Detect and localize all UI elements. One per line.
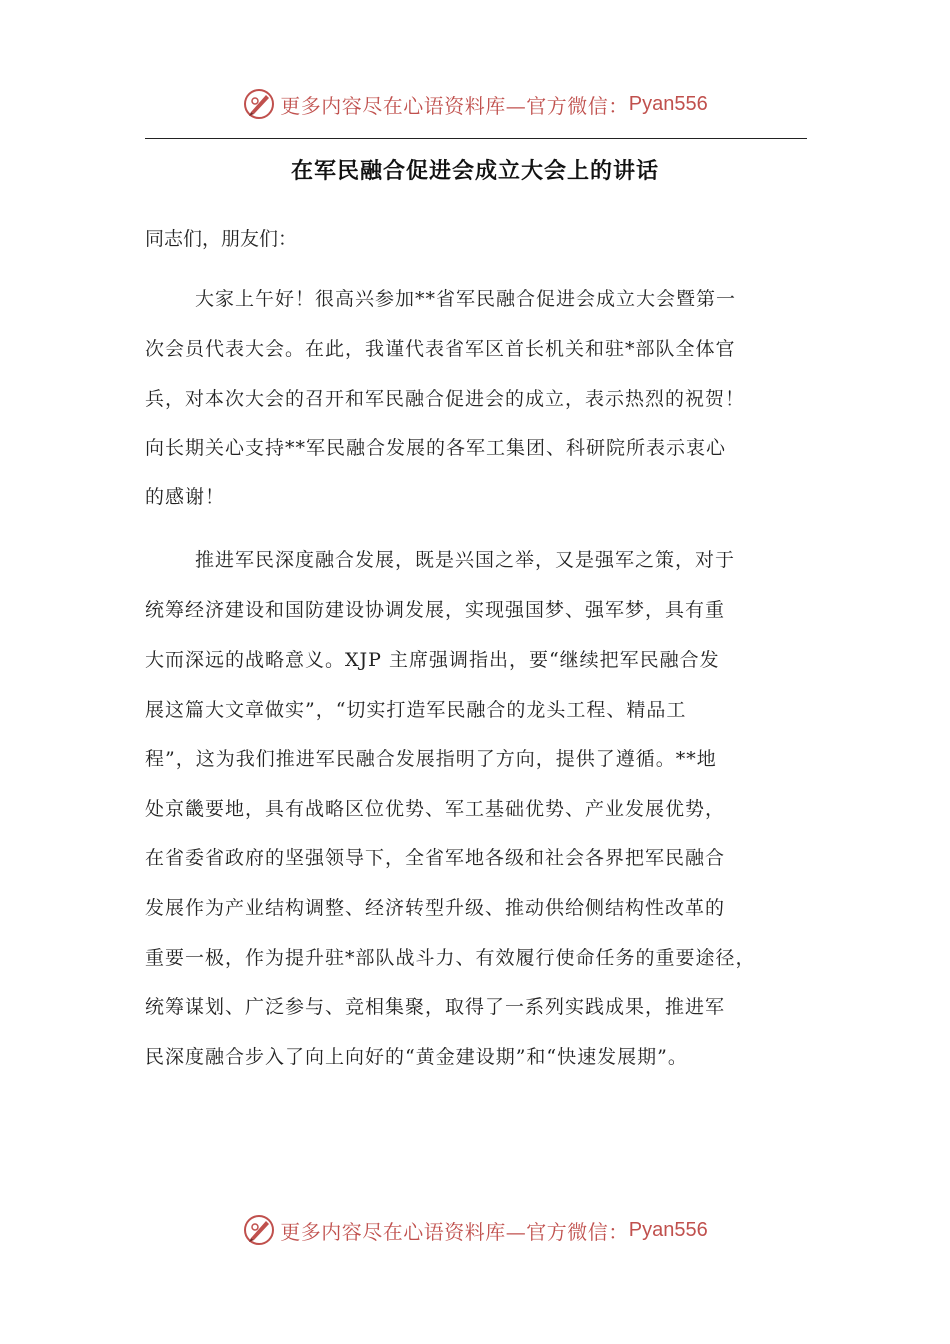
paragraph-line: 展这篇大文章做实”，“切实打造军民融合的龙头工程、精品工 bbox=[145, 699, 687, 721]
paragraph-line: 重要一极，作为提升驻*部队战斗力、有效履行使命任务的重要途径， bbox=[145, 947, 756, 969]
paragraph-line: 在省委省政府的坚强领导下，全省军地各级和社会各界把军民融合 bbox=[145, 847, 726, 869]
paragraph-line: 统筹谋划、广泛参与、竞相集聚，取得了一系列实践成果，推进军 bbox=[145, 996, 726, 1018]
document-title: 在军民融合促进会成立大会上的讲话 bbox=[290, 159, 659, 184]
banner-wechat-id: Pyan556 bbox=[628, 1218, 708, 1241]
paragraph-line: 推进军民深度融合发展，既是兴国之举，又是强军之策，对于 bbox=[195, 549, 736, 571]
pen-logo-icon bbox=[242, 87, 276, 121]
banner-wechat-id: Pyan556 bbox=[628, 92, 708, 115]
paragraph-line: 的感谢！ bbox=[145, 486, 226, 508]
paragraph-line: 民深度融合步入了向上向好的“黄金建设期”和“快速发展期”。 bbox=[145, 1046, 688, 1068]
paragraph-line: 向长期关心支持**军民融合发展的各军工集团、科研院所表示衷心 bbox=[145, 437, 727, 459]
paragraph-line: 程”，这为我们推进军民融合发展指明了方向，提供了遵循。**地 bbox=[145, 748, 717, 770]
banner-text: 更多内容尽在心语资料库—官方微信： bbox=[280, 1219, 629, 1244]
pen-logo-icon bbox=[242, 1213, 276, 1247]
header-watermark-banner bbox=[0, 84, 950, 124]
header-divider bbox=[145, 138, 807, 139]
paragraph-line: 大家上午好！很高兴参加**省军民融合促进会成立大会暨第一 bbox=[195, 288, 737, 310]
paragraph-line: 兵，对本次大会的召开和军民融合促进会的成立，表示热烈的祝贺！ bbox=[145, 388, 746, 410]
paragraph-line: 大而深远的战略意义。XJP 主席强调指出，要“继续把军民融合发 bbox=[145, 649, 720, 671]
paragraph-line: 次会员代表大会。在此，我谨代表省军区首长机关和驻*部队全体官 bbox=[145, 338, 736, 360]
banner-text: 更多内容尽在心语资料库—官方微信： bbox=[280, 93, 629, 118]
paragraph-line: 发展作为产业结构调整、经济转型升级、推动供给侧结构性改革的 bbox=[145, 897, 726, 919]
paragraph-line: 统筹经济建设和国防建设协调发展，实现强国梦、强军梦，具有重 bbox=[145, 599, 726, 621]
footer-watermark-banner bbox=[0, 1210, 950, 1250]
salutation: 同志们，朋友们： bbox=[145, 228, 298, 250]
paragraph-line: 处京畿要地，具有战略区位优势、军工基础优势、产业发展优势， bbox=[145, 798, 726, 820]
